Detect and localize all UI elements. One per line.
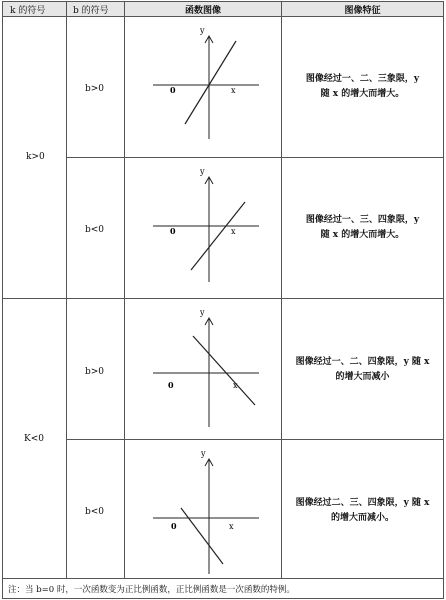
function-line — [191, 202, 245, 270]
features-row-3-line-1: 图像经过一、二、四象限，y 随 x — [295, 357, 430, 367]
x-axis-label: x — [231, 86, 236, 95]
b-sign-row-2: b<0 — [85, 225, 105, 235]
y-axis-label: y — [200, 167, 205, 176]
x-axis-label: x — [229, 522, 234, 531]
header-graph-label: 函数图像 — [184, 5, 221, 16]
b-sign-row-3: b>0 — [85, 367, 105, 377]
x-axis-label: x — [231, 227, 236, 236]
features-row-4 — [282, 496, 443, 526]
origin-label: 0 — [170, 85, 176, 95]
header-k-sign-label: k 的符号 — [10, 5, 46, 16]
features-row-4-line-1: 图像经过二、三、四象限，y 随 x — [295, 498, 430, 508]
graph-k-pos-b-pos — [125, 17, 281, 157]
header-b-sign — [67, 2, 124, 16]
function-line — [193, 336, 255, 405]
features-row-1 — [282, 72, 443, 102]
y-axis-label: y — [200, 308, 205, 317]
header-b-sign-label: b 的符号 — [73, 5, 109, 16]
features-row-3-line-2: 的增大而减小 — [335, 372, 390, 382]
features-row-4-line-2: 的增大而减小。 — [330, 513, 394, 523]
k-negative-label: K<0 — [24, 434, 44, 444]
b-sign-row-4: b<0 — [85, 507, 105, 517]
features-row-2-line-1: 图像经过一、三、四象限，y — [305, 215, 420, 225]
features-row-3 — [282, 355, 443, 385]
b-sign-row-1: b>0 — [85, 84, 105, 94]
footnote: 注：当 b=0 时，一次函数变为正比例函数，正比例函数是一次函数的特例。 — [8, 585, 295, 595]
features-row-2 — [282, 213, 443, 243]
x-axis-label: x — [233, 381, 238, 390]
header-k-sign — [3, 2, 66, 16]
graph-k-neg-b-pos — [125, 299, 281, 439]
origin-label: 0 — [171, 521, 177, 531]
k-positive-label: k>0 — [26, 152, 45, 162]
features-row-1-line-2: 随 x 的增大而增大。 — [320, 89, 405, 99]
header-features-label: 图像特征 — [344, 5, 381, 16]
graph-k-neg-b-neg — [125, 440, 281, 578]
y-axis-label: y — [201, 449, 206, 458]
origin-label: 0 — [170, 226, 176, 236]
graph-k-pos-b-neg — [125, 158, 281, 298]
features-row-1-line-1: 图像经过一、二、三象限，y — [305, 74, 420, 84]
header-graph — [125, 2, 281, 16]
function-line — [181, 508, 223, 564]
header-features — [282, 2, 443, 16]
origin-label: 0 — [168, 380, 174, 390]
features-row-2-line-2: 随 x 的增大而增大。 — [320, 230, 405, 240]
y-axis-label: y — [200, 26, 205, 35]
function-line — [185, 41, 236, 124]
